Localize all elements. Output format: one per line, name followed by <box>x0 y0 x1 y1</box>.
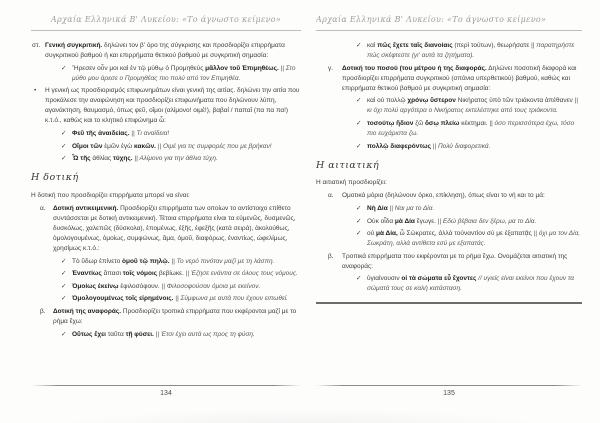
running-header-title: Αρχαία Ελληνικά Β' Λυκείου: «Το άγνωστο κείμενο» <box>50 15 282 24</box>
content-divider <box>316 302 582 304</box>
page-right <box>316 14 582 414</box>
text-line <box>72 269 301 279</box>
list-item-label: α. <box>40 204 46 212</box>
text-run: || Ναι μα το Δία. <box>389 204 435 212</box>
text-line <box>316 178 582 188</box>
check-icon: ✓ <box>61 130 67 137</box>
text-line <box>31 191 301 201</box>
example-item <box>356 142 582 152</box>
page-footer-left <box>31 385 301 397</box>
text-line <box>367 119 582 139</box>
text-run: ἅπασι <box>103 270 123 278</box>
page-left <box>31 14 301 414</box>
text-run: || Έζησε ενάντια σε όλους τους νόμους. <box>183 270 298 278</box>
running-header-title: Αρχαία Ελληνικά Β' Λυκείου: «Το άγνωστο κείμενο» <box>316 15 547 24</box>
example-item <box>61 142 301 152</box>
text-line <box>342 64 582 94</box>
bullet-icon: • <box>34 87 37 95</box>
text-run: Δηλώνει ποσοτική διαφορά και προσδιορίζει επιρρήματα συγκριτικού (σπάνια υπερθετικού) βαθμού, καθώς και επιρρήματα θετικού βαθμού με συγκριτική σημασία: <box>342 64 577 92</box>
check-icon: ✓ <box>61 257 67 265</box>
list-item <box>328 191 582 201</box>
check-icon: ✓ <box>356 42 362 49</box>
text-run: τοσούτῳ ἥδιον <box>367 119 416 127</box>
example-item <box>61 129 301 139</box>
text-run: κακῶν. <box>134 142 156 150</box>
bullet-item <box>34 86 301 126</box>
text-run: ταῦτα <box>107 330 126 338</box>
list-item-label: β. <box>328 252 334 260</box>
example-item <box>356 119 582 139</box>
example-item <box>61 330 301 340</box>
text-line <box>72 282 301 292</box>
page-header-left <box>31 14 301 31</box>
text-run: || Πολύ διαφορετικά. <box>432 142 491 150</box>
section-heading: Η δοτική <box>31 172 79 184</box>
list-item-label: γ. <box>328 64 334 72</box>
footer-rule <box>316 385 582 386</box>
list-item-label: β. <box>40 308 46 316</box>
text-run: || Φιλοσοφούσαν όμοια με εκείνον. <box>159 282 261 290</box>
text-run: μᾶλλον τοῦ Ἐπιμηθέως. <box>205 64 279 72</box>
example-item <box>356 229 582 249</box>
text-run: Δοτική της αναφοράς. <box>53 308 122 316</box>
paragraph <box>31 191 301 201</box>
text-run: κέκτημαι. <box>461 119 488 127</box>
list-item-label: στ. <box>32 42 41 49</box>
text-line <box>367 274 582 294</box>
text-run: μὰ Δία <box>394 217 417 225</box>
check-icon: ✓ <box>356 217 362 225</box>
text-run: || Σύμφωνα με αυτά που έχουν ειπωθεί. <box>173 295 288 303</box>
example-item <box>356 274 582 294</box>
text-line <box>72 330 301 340</box>
list-item-label: α. <box>328 192 334 200</box>
text-line <box>45 41 301 61</box>
text-run: ὅσῳ πλείω <box>424 119 462 127</box>
check-icon: ✓ <box>61 330 67 338</box>
text-line <box>72 294 301 304</box>
text-run: || Στο μύθο μου άρεσε ο Προμηθέας πιο πολύ από τον Επιμηθέα. <box>72 64 296 82</box>
text-run: Νὴ Δία <box>367 204 390 212</box>
text-run: τῇ φύσει. <box>125 330 154 338</box>
text-run: τοῖς νόμοις <box>122 270 159 278</box>
text-run: καὶ οὐ πολλῷ <box>367 97 408 105</box>
text-run: Ὦ τῆς <box>72 155 93 163</box>
text-line <box>53 307 301 327</box>
text-run: || παρατηρήστε πώς σκέφτεστε (γι' αυτά τα ζητήματα). <box>367 42 575 60</box>
text-run: || όσο περισσότερα έχω, τόσο πιο ευχάριστα ζω. <box>367 119 575 137</box>
check-icon: ✓ <box>356 275 362 283</box>
example-item <box>356 204 582 214</box>
check-icon: ✓ <box>356 230 362 238</box>
text-run: καὶ <box>367 42 378 49</box>
text-run: Η γενική ως προσδιορισμός επιφωνημάτων είναι γενική της αιτίας. δηλώνει την αιτία που προκάλεσε την αναφώνηση και προσδιορίζει επιφωνήματα που δηλώνουν λύπη, αγανάκτηση, θαυμασμό, όπως φεῦ, οἴμοι (αλίμονο! οιμέ!), βαβαί / παπαῖ (πα πα πα!) κ.τ.ό., καθώς και το κλητικό επιφώνημα ὦ: <box>45 87 300 125</box>
text-run: Προσδιορίζει επιρρήματα των οποίων το αντίστοιχο επίθετο συντάσσεται με δοτική αντικειμενική. Τέτοια επιρρήματα είναι τα εὐμενῶς, δυσμενῶς, δυσκόλως, χαλεπῶς (δύσκολα), ἑπομένως, ἑξῆς, ἐφεξῆς (κατά σειρά), ἀκολούθως, ὁμολογουμένως, ὁμοίως, συμφώνως, ἅμα, ὁμοῦ, διαφόρως, ἐναντίως, ὠφελίμως, χρησίμως κ.τ.ό.: <box>53 204 296 253</box>
example-item <box>61 282 301 292</box>
text-run: // υγιείς είναι εκείνοι που έχουν τα σώματά τους σε καλή κατάσταση. <box>367 275 574 293</box>
footer-rule <box>31 385 301 386</box>
text-run: ἐμῶν ἐγὼ <box>104 142 135 150</box>
text-run: Ὁμολογουμένως τοῖς εἰρημένοις. <box>72 295 174 303</box>
text-run: Οὕτως ἔχει <box>72 330 108 338</box>
text-run: οὐ <box>367 230 376 238</box>
text-run: Τροπικά επιρρήματα που εκφέρονται με το ρήμα ἔχω. Ονομάζεται αιτιατική της αναφοράς: <box>342 252 568 270</box>
example-item <box>61 154 301 164</box>
example-item <box>356 41 582 61</box>
text-run: || όχι μα τον Δία, Σωκράτη, αλλά αντίθετα εσύ με εξαπατάς. <box>367 230 581 248</box>
text-run: ἔγωγε. <box>416 217 436 225</box>
example-item <box>356 96 582 116</box>
page-number-right: 135 <box>443 390 455 397</box>
text-run: ἀθλίας <box>92 155 113 163</box>
text-run: || Αλίμονο για την άθλια τύχη. <box>132 155 218 163</box>
text-run: ὦ Σώκρατες, ἀλλὰ τοὐναντίον σύ με ἐξαπατᾷς <box>399 230 532 238</box>
list-item <box>32 41 301 61</box>
text-run: ὁμοῦ τῷ πηλῷ. <box>122 257 170 265</box>
page-header-right <box>316 14 582 31</box>
text-line <box>72 257 301 267</box>
page-content-left <box>31 41 301 372</box>
example-item <box>356 217 582 227</box>
paragraph <box>316 178 582 188</box>
check-icon: ✓ <box>61 295 67 303</box>
text-line <box>367 96 582 116</box>
check-icon: ✓ <box>356 97 362 105</box>
check-icon: ✓ <box>61 142 67 150</box>
text-line <box>72 154 301 164</box>
text-line <box>367 142 582 152</box>
section-heading: Η αιτιατική <box>316 159 380 171</box>
example-item <box>61 257 301 267</box>
text-run: ἐφιλοσόφουν. <box>120 282 160 290</box>
text-run: τύχης. <box>113 155 133 163</box>
text-run: || Οιμέ για τις συμφορές που με βρήκαν! <box>156 142 272 150</box>
text-run: Ὁμοίως ἐκείνῳ <box>72 282 121 290</box>
text-run: ζῶ <box>415 119 425 127</box>
list-item <box>40 307 301 327</box>
text-run: χρόνῳ ὕστερον <box>407 97 458 105</box>
text-line <box>367 217 582 227</box>
check-icon: ✓ <box>61 282 67 290</box>
text-run: μὰ Δία, <box>375 230 400 238</box>
text-run: Η δοτική που προσδιορίζει επιρρήματα μπορεί να είναι: <box>31 191 190 199</box>
text-line <box>72 64 301 84</box>
text-line <box>53 204 301 254</box>
text-run: Γενική συγκριτική. <box>45 42 103 49</box>
list-item <box>328 64 582 94</box>
page-content-right <box>316 41 582 372</box>
text-line <box>367 41 582 61</box>
text-run: Ἤρεσεν οὖν μοι καὶ ἐν τῷ μύθῳ ὁ Προμηθεὺς <box>72 64 206 72</box>
text-run: || Εδώ βέβαια δεν ξέρω, μα το Δία. <box>435 217 537 225</box>
text-line <box>342 252 582 272</box>
text-run: πῶς ἔχετε ταῖς διανοίαις <box>377 42 455 49</box>
text-run: Η αιτιατική προσδιορίζει: <box>316 179 387 187</box>
text-run: || Τι αναίδεια! <box>129 130 170 137</box>
text-run: Δοτική του ποσού (του μέτρου ή της διαφοράς. <box>342 64 487 72</box>
text-run: || κι όχι πολύ αργότερα ο Νικήρατος εκτελέστηκε από τους τριάκοντα. <box>367 97 578 115</box>
check-icon: ✓ <box>61 270 67 278</box>
text-run: πολλῷ διαφερόντως <box>367 142 433 150</box>
page-number-left: 134 <box>160 390 172 397</box>
text-run: Οἴμοι τῶν <box>72 142 105 150</box>
text-run: Δοτική αντικειμενική. <box>53 204 119 212</box>
check-icon: ✓ <box>356 119 362 127</box>
list-item <box>40 204 301 254</box>
text-line <box>367 229 582 249</box>
list-item <box>328 252 582 272</box>
text-run: Τὸ ὕδωρ ἐπίνετο <box>72 257 123 265</box>
text-run: ὑγιαίνουσιν <box>367 275 402 283</box>
example-item <box>61 269 301 279</box>
text-line <box>45 86 301 126</box>
check-icon: ✓ <box>356 204 362 212</box>
example-item <box>61 64 301 84</box>
text-run: Φεῦ τῆς ἀναιδείας. <box>72 130 130 137</box>
text-run: || Το νερό πινόταν μαζί με τη λάσπη. <box>169 257 275 265</box>
text-run: δηλώνει τον β' όρο της σύγκρισης και προσδιορίζει επιρρήματα συγκριτικού βαθμού ή και επιρρήματα θετικού βαθμού με συγκριτική σημασία: <box>45 42 285 60</box>
example-item <box>61 294 301 304</box>
text-run: Ἐναντίως <box>72 270 104 278</box>
text-run: Ομοτικά μόρια (δηλώνουν όρκο, επίκληση), όπως είναι το νή και το μά: <box>342 192 545 200</box>
text-run: || Έτσι έχει αυτά ως προς τη φύση. <box>153 330 255 338</box>
check-icon: ✓ <box>61 64 67 72</box>
text-line <box>367 204 582 214</box>
text-run: (περὶ τούτων), θεωρήσατε <box>454 42 530 49</box>
page-footer-right <box>316 385 582 397</box>
text-run: Προσδιορίζει τροπικά επιρρήματα που εκφέρονται μαζί με το ρήμα ἔχω: <box>53 308 297 326</box>
text-run: Οὐκ οἶδα <box>367 217 395 225</box>
text-run: οἱ τὰ σώματα εὖ ἔχοντες <box>401 275 477 283</box>
text-run: βεβίωκε. <box>158 270 184 278</box>
text-line <box>342 191 582 201</box>
text-run: Νικήρατος ὑπὸ τῶν τριάκοντα ἀπέθανεν <box>457 97 573 105</box>
text-line <box>72 129 301 139</box>
check-icon: ✓ <box>356 142 362 150</box>
text-line <box>72 142 301 152</box>
check-icon: ✓ <box>61 155 67 163</box>
